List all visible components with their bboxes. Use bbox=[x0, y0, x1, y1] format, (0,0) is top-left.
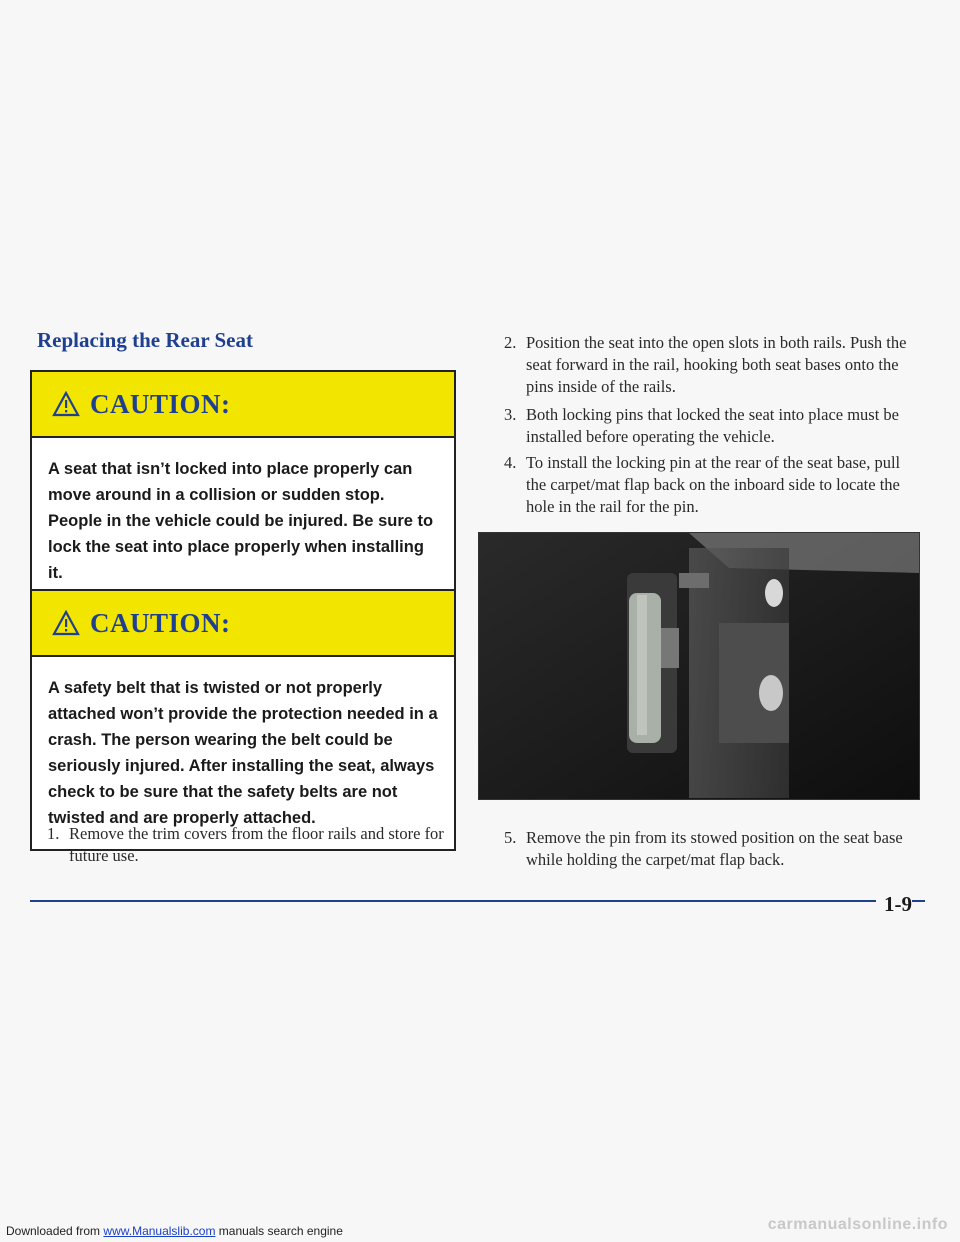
list-item-3 bbox=[504, 404, 924, 448]
list-text: Both locking pins that locked the seat into place must be installed before operating the vehicle. bbox=[526, 405, 900, 446]
caution-header bbox=[32, 372, 454, 438]
list-item-2 bbox=[504, 332, 924, 398]
caution-text: A safety belt that is twisted or not properly attached won’t provide the protection needed in a crash. The person wearing the belt could be seriously injured. After installing the seat, always check to be sure that the safety belts are not twisted and are properly attached. bbox=[48, 679, 438, 827]
footer-suffix: manuals search engine bbox=[218, 1224, 343, 1238]
section-heading: Replacing the Rear Seat bbox=[37, 328, 253, 352]
footer-rule bbox=[30, 900, 925, 902]
footer-prefix: Downloaded from bbox=[6, 1224, 101, 1238]
list-number: 2. bbox=[504, 333, 517, 352]
list-text: Remove the trim covers from the floor rails and store for future use. bbox=[69, 824, 444, 865]
page-number: 1-9 bbox=[876, 892, 912, 917]
list-number: 4. bbox=[504, 453, 517, 472]
warning-triangle-icon bbox=[52, 610, 80, 636]
download-footer bbox=[6, 1224, 343, 1238]
list-item-5 bbox=[504, 827, 924, 871]
list-text: Remove the pin from its stowed position on the seat base while holding the carpet/mat flap back. bbox=[526, 828, 903, 869]
list-item-4 bbox=[504, 452, 924, 518]
seat-pin-photo bbox=[478, 532, 920, 800]
list-item-1 bbox=[47, 823, 457, 867]
list-text: To install the locking pin at the rear of the seat base, pull the carpet/mat flap back on the inboard side to locate the hole in the rail for the pin. bbox=[526, 453, 901, 516]
warning-triangle-icon bbox=[52, 391, 80, 417]
caution-box-2 bbox=[30, 589, 456, 851]
caution-label: CAUTION: bbox=[90, 388, 231, 419]
list-number: 3. bbox=[504, 405, 517, 424]
seat-pin-photo-illustration bbox=[479, 533, 920, 800]
list-number: 1. bbox=[47, 824, 60, 843]
caution-header bbox=[32, 591, 454, 657]
caution-box-1 bbox=[30, 370, 456, 606]
watermark: carmanualsonline.info bbox=[767, 1216, 948, 1233]
caution-label: CAUTION: bbox=[90, 607, 231, 638]
list-number: 5. bbox=[504, 828, 517, 847]
manualslib-link[interactable]: www.Manualslib.com bbox=[103, 1224, 216, 1238]
caution-text: A seat that isn’t locked into place properly can move around in a collision or sudden stop. People in the vehicle could be injured. Be sure to lock the seat into place properly when installing it. bbox=[48, 460, 434, 582]
list-text: Position the seat into the open slots in both rails. Push the seat forward in the rail, hooking both seat bases onto the pins inside of the rails. bbox=[526, 333, 907, 396]
